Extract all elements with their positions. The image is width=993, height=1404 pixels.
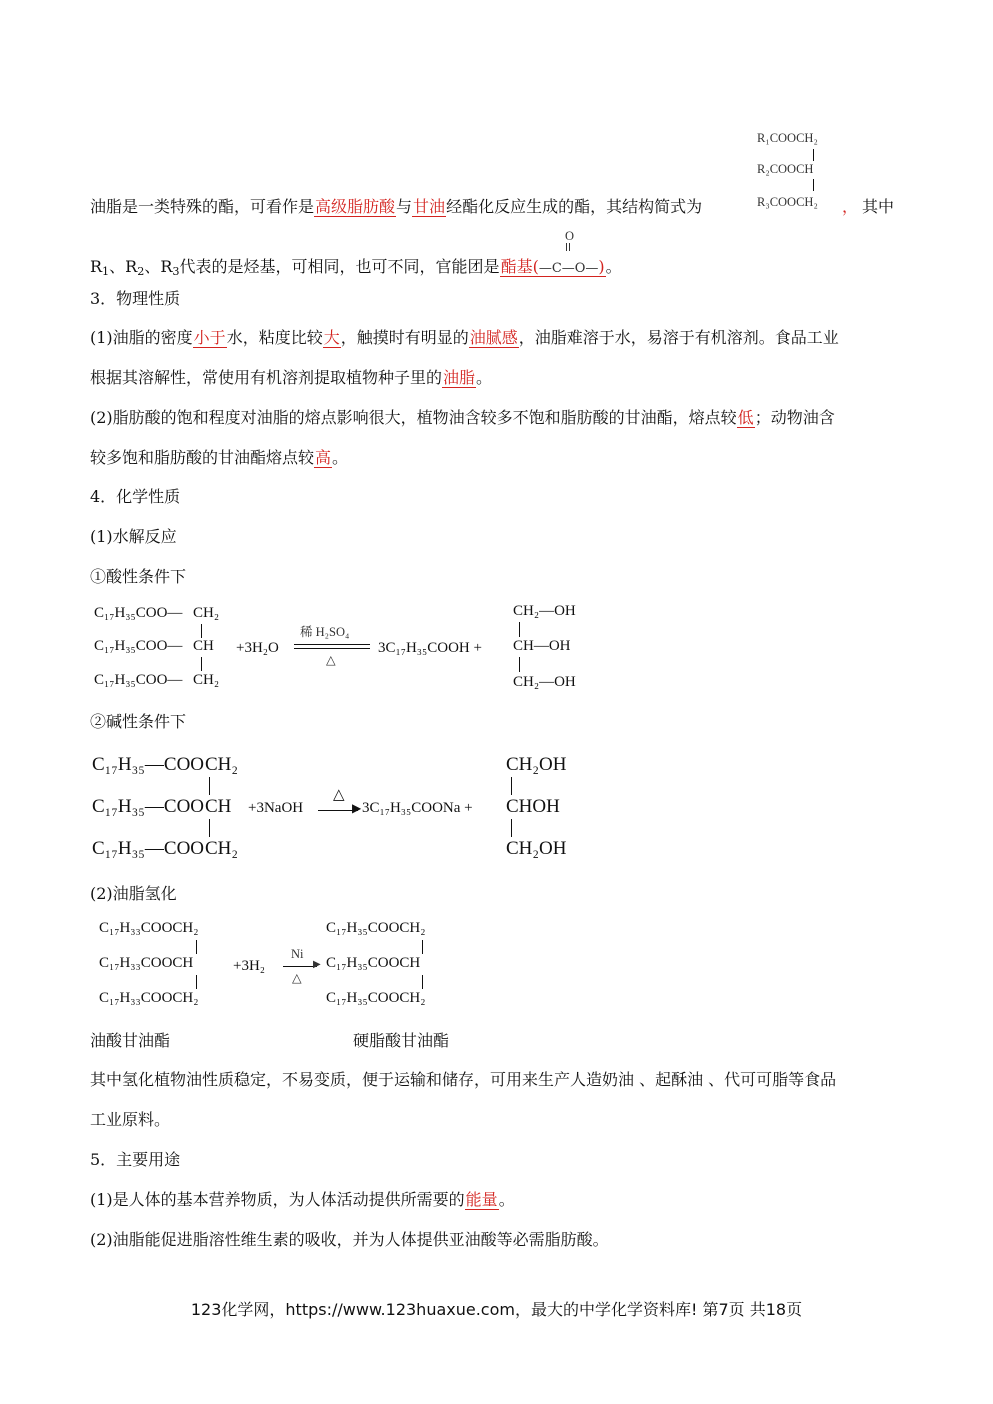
ester-row-3: C₁₇H₃₅—COO: [92, 838, 205, 859]
answer-higher-fatty-acid: 高级脂肪酸: [315, 197, 396, 216]
answer-high: 高: [315, 448, 332, 467]
answer-large: 大: [323, 328, 340, 347]
bond-line: [519, 622, 520, 637]
ch2-1: CH₂: [205, 754, 239, 775]
hydrogen-reactant: +3H₂: [233, 958, 266, 974]
section-3-heading: 3．物理性质: [90, 289, 181, 308]
acid-product: 3C₁₇H₃₅COOH +: [378, 640, 482, 656]
subheading-hydrogenation: (2)油脂氢化: [90, 884, 177, 903]
ester-row-1: C₁₇H₃₅—COO: [92, 754, 205, 775]
bond-line: [813, 179, 814, 191]
text: (1)是人体的基本营养物质，为人体活动提供所需要的: [90, 1190, 465, 1209]
subheading-hydrolysis: (1)水解反应: [90, 527, 177, 546]
bond-line: [201, 657, 202, 671]
bond-line: [201, 624, 202, 638]
section-5-p1: [90, 1189, 515, 1211]
text: ): [598, 257, 605, 276]
oleate-row-2: C₁₇H₃₃COOCH: [99, 955, 194, 971]
section-5-p2: (2)油脂能促进脂溶性维生素的吸收，并为人体提供亚油酸等必需脂肪酸。: [90, 1230, 609, 1249]
oleate-row-1: C₁₇H₃₃COOCH₂: [99, 920, 199, 936]
section-3-p2-line1: [90, 407, 835, 429]
text: 油脂是一类特殊的酯，可看作是: [90, 197, 315, 216]
arrow-line: [294, 648, 370, 649]
condition-heat: △: [292, 971, 302, 985]
glycerol-row-1: CH₂—OH: [513, 603, 576, 619]
bond-line: [519, 657, 520, 672]
stearate-row-1: C₁₇H₃₅COOCH₂: [326, 920, 426, 936]
text: 。: [605, 257, 622, 276]
ester-oxygen-top: O: [565, 229, 575, 243]
text: 其中: [862, 197, 895, 216]
bond-line: [422, 975, 423, 989]
bond-line: [511, 819, 512, 837]
hydrogenated-oil-note-2: 工业原料。: [90, 1110, 171, 1129]
intro-line-1: [90, 196, 702, 218]
double-bond: [569, 243, 571, 251]
text: 。: [498, 1190, 515, 1209]
text: 与: [396, 197, 413, 216]
bond-line: [196, 940, 197, 954]
condition-heat: △: [326, 653, 336, 667]
hydrogenated-oil-note-1: 其中氢化植物油性质稳定，不易变质，便于运输和储存，可用来生产人造奶油 、起酥油 、代可可脂等食品: [90, 1070, 837, 1089]
text: 、R: [144, 257, 173, 276]
struct-row-1: R₁COOCH₂: [757, 131, 818, 145]
answer-glycerol: 甘油: [413, 197, 446, 216]
section-3-p1-line2: [90, 367, 492, 389]
answer-less-than: 小于: [193, 328, 226, 347]
subscript: 1: [102, 265, 110, 278]
condition-acid: 稀 H₂SO₄: [300, 625, 350, 639]
text: ；动物油含: [754, 408, 835, 427]
page-footer: 123化学网，https://www.123huaxue.com，最大的中学化学资料库! 第7页 共18页: [190, 1300, 803, 1319]
name-olein: 油酸甘油酯: [90, 1031, 171, 1050]
label-acidic: ①酸性条件下: [90, 567, 187, 586]
arrow-head: ▶: [313, 959, 321, 970]
text: 酯基(: [500, 257, 539, 276]
bond-line: [209, 819, 210, 837]
ch2-3: CH₂: [205, 838, 239, 859]
glycerol-row-2: CHOH: [506, 796, 560, 817]
glycerol-row-3: CH₂OH: [506, 838, 567, 859]
text: (1)油脂的密度: [90, 328, 193, 347]
section-4-heading: 4．化学性质: [90, 487, 181, 506]
subscript: 3: [172, 265, 180, 278]
ch2-3: CH₂: [193, 672, 220, 688]
ester-group-formula: —C—O—: [538, 261, 599, 276]
bond-line: [209, 777, 210, 795]
struct-row-3: R₃COOCH₂: [757, 195, 818, 209]
subscript: 2: [137, 265, 145, 278]
bond-line: [196, 975, 197, 989]
stearate-row-2: C₁₇H₃₅COOCH: [326, 955, 421, 971]
section-5-heading: 5．主要用途: [90, 1150, 181, 1169]
glycerol-row-2: CH—OH: [513, 638, 571, 654]
name-stearin: 硬脂酸甘油酯: [353, 1031, 450, 1050]
text: 较多饱和脂肪酸的甘油酯熔点较: [90, 448, 315, 467]
text: ，触摸时有明显的: [340, 328, 469, 347]
text: 。: [332, 448, 349, 467]
arrow-line: [283, 966, 317, 967]
water-reactant: +3H₂O: [236, 640, 279, 656]
text: 。: [476, 368, 493, 387]
text: (2)脂肪酸的饱和程度对油脂的熔点影响很大，植物油含较多不饱和脂肪酸的甘油酯，熔点较: [90, 408, 737, 427]
arrow-line: [294, 644, 370, 645]
glycerol-row-1: CH₂OH: [506, 754, 567, 775]
answer-oil: 油脂: [443, 368, 476, 387]
condition-heat: △: [333, 787, 345, 803]
stearate-row-3: C₁₇H₃₅COOCH₂: [326, 990, 426, 1006]
glycerol-row-3: CH₂—OH: [513, 674, 576, 690]
catalyst-ni: Ni: [291, 947, 304, 961]
text: 经酯化反应生成的酯，其结构简式为: [446, 197, 703, 216]
ester-row-1: C₁₇H₃₅COO—: [94, 605, 183, 621]
bond-line: [511, 777, 512, 795]
struct-row-2: R₂COOCH: [757, 162, 814, 176]
answer-energy: 能量: [465, 1190, 498, 1209]
section-3-p1-line1: [90, 327, 839, 349]
label-basic: ②碱性条件下: [90, 712, 187, 731]
answer-ester-group: [500, 257, 606, 277]
ch2-1: CH₂: [193, 605, 220, 621]
text: R: [90, 257, 103, 276]
bond-line: [422, 940, 423, 954]
naoh-reactant: +3NaOH: [248, 800, 304, 816]
soap-product: 3C₁₇H₃₅COONa +: [362, 800, 473, 816]
double-bond: [566, 243, 568, 251]
text: ，油脂难溶于水，易溶于有机溶剂。食品工业: [518, 328, 839, 347]
answer-low: 低: [737, 408, 754, 427]
section-3-p2-line2: [90, 447, 348, 469]
arrow-head: ▶: [352, 801, 362, 815]
oleate-row-3: C₁₇H₃₃COOCH₂: [99, 990, 199, 1006]
text: 根据其溶解性，常使用有机溶剂提取植物种子里的: [90, 368, 443, 387]
ch: CH: [205, 796, 232, 817]
answer-greasy: 油腻感: [469, 328, 518, 347]
ch: CH: [193, 638, 214, 654]
ester-row-2: C₁₇H₃₅COO—: [94, 638, 183, 654]
text: 、R: [109, 257, 138, 276]
bond-line: [813, 149, 814, 161]
intro-line-2: [90, 256, 622, 280]
ester-row-3: C₁₇H₃₅COO—: [94, 672, 183, 688]
text: 代表的是烃基，可相同，也可不同，官能团是: [179, 257, 500, 276]
ester-row-2: C₁₇H₃₅—COO: [92, 796, 205, 817]
red-comma: ，: [842, 197, 859, 216]
text: 水，粘度比较: [226, 328, 323, 347]
